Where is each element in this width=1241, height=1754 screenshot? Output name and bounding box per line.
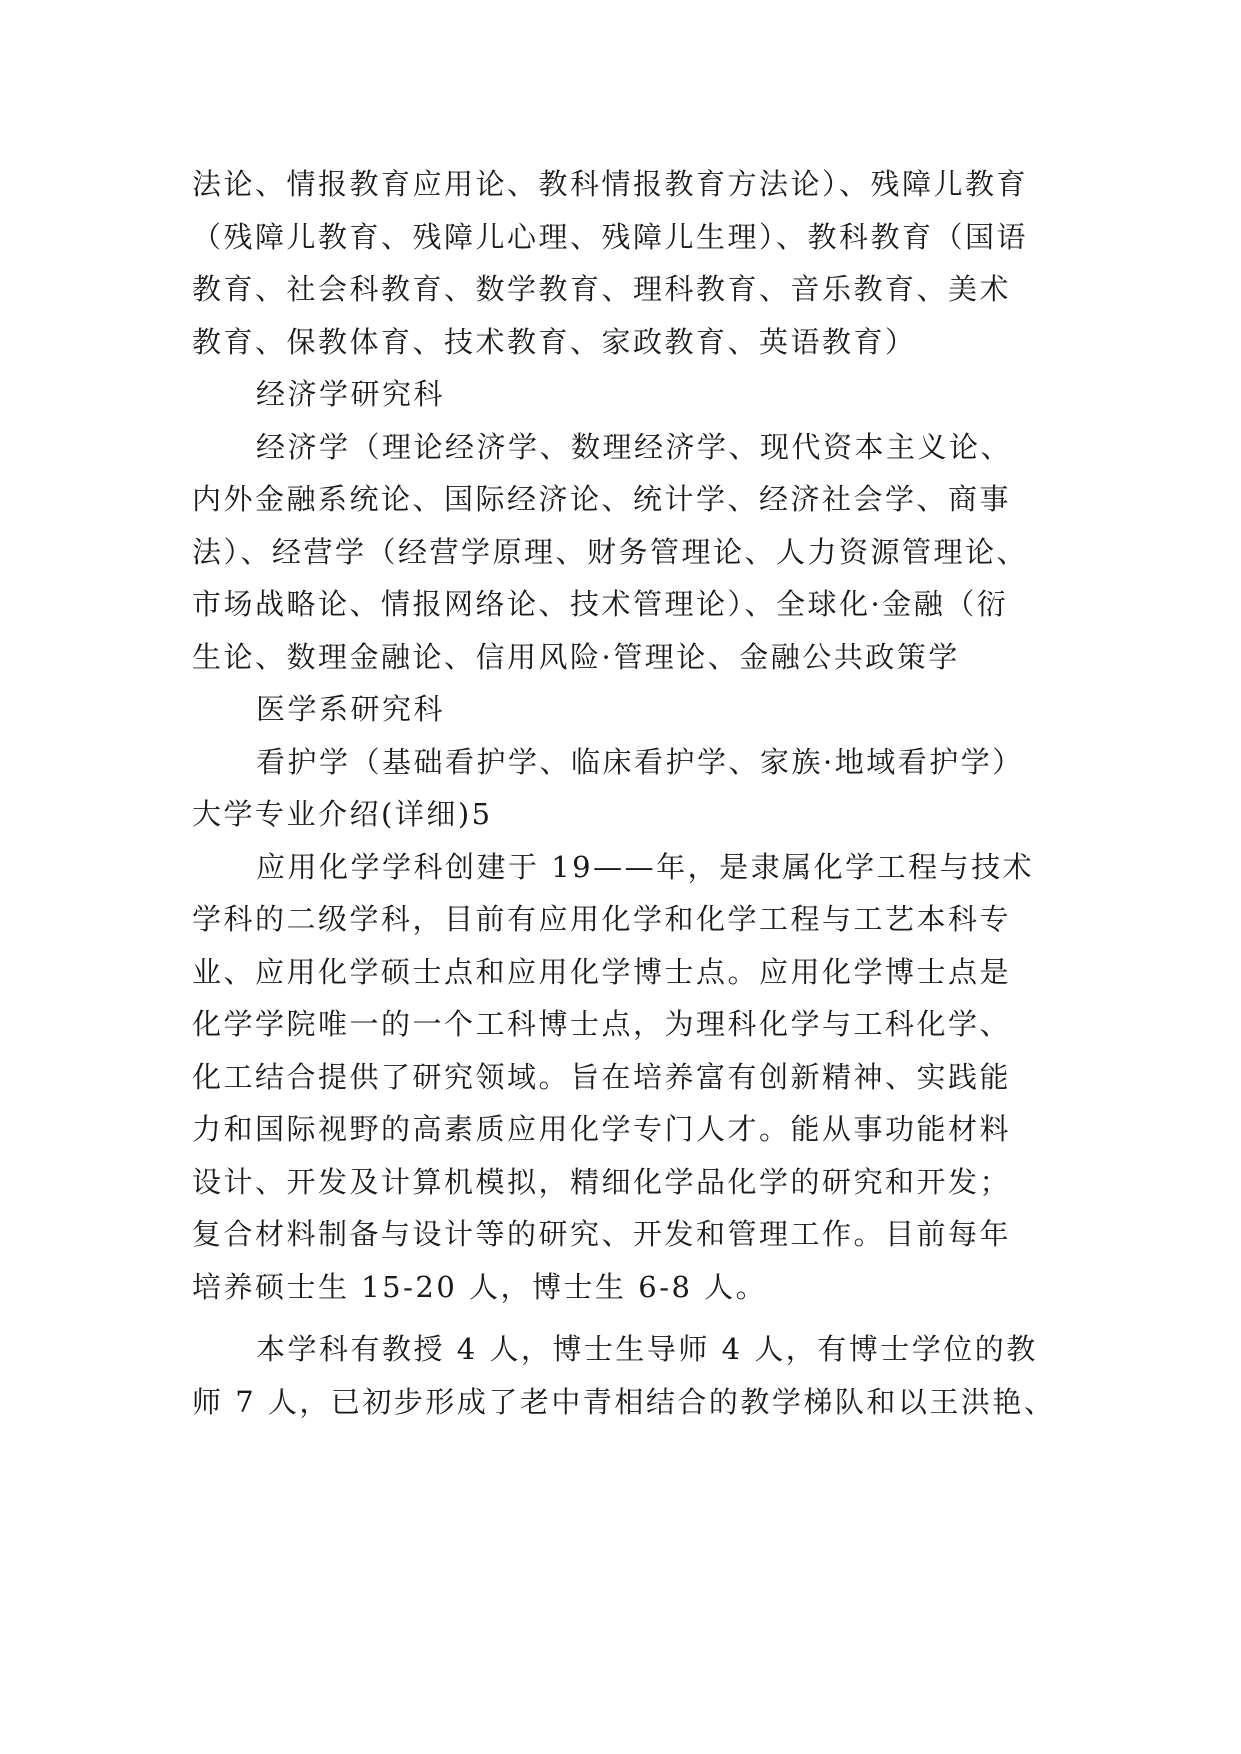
text-line: 设计、开发及计算机模拟，精细化学品化学的研究和开发；: [192, 1164, 1012, 1199]
text-line: 市场战略论、情报网络论、技术管理论）、全球化·金融（衍: [192, 587, 1009, 621]
text-line: 法）、经营学（经营学原理、财务管理论、人力资源管理论、: [192, 534, 1029, 569]
text-line: 复合材料制备与设计等的研究、开发和管理工作。目前每年: [192, 1217, 1012, 1251]
text-line: 本学科有教授 4 人，博士生导师 4 人，有博士学位的教: [256, 1332, 1038, 1366]
text-line: 培养硕士生 15-20 人，博士生 6-8 人。: [192, 1269, 768, 1304]
text-line: 看护学（基础看护学、临床看护学、家族·地域看护学）: [256, 744, 1024, 779]
section-heading-economics: 经济学研究科: [256, 377, 446, 411]
text-line: 应用化学学科创建于 19——年，是隶属化学工程与技术: [256, 849, 1035, 884]
text-line: （残障儿教育、残障儿心理、残障儿生理）、教科教育（国语: [192, 219, 1029, 254]
text-line: 教育、社会科教育、数学教育、理科教育、音乐教育、美术: [192, 272, 1012, 306]
text-line: 经济学（理论经济学、数理经济学、现代资本主义论、: [256, 429, 1013, 464]
text-line: 内外金融系统论、国际经济论、统计学、经济社会学、商事: [192, 482, 1012, 516]
text-line: 化学学院唯一的一个工科博士点，为理科化学与工科化学、: [192, 1007, 1012, 1041]
text-line: 教育、保教体育、技术教育、家政教育、英语教育）: [192, 324, 917, 359]
text-line: 法论、情报教育应用论、教科情报教育方法论）、残障儿教育: [192, 167, 1029, 201]
section-heading-medicine: 医学系研究科: [256, 692, 446, 726]
text-line: 学科的二级学科，目前有应用化学和化学工程与工艺本科专: [192, 902, 1012, 936]
text-line: 业、应用化学硕士点和应用化学博士点。应用化学博士点是: [192, 954, 1012, 989]
text-line: 化工结合提供了研究领域。旨在培养富有创新精神、实践能: [192, 1059, 1012, 1094]
text-line: 力和国际视野的高素质应用化学专门人才。能从事功能材料: [192, 1112, 1012, 1146]
text-line: 师 7 人，已初步形成了老中青相结合的教学梯队和以王洪艳、: [192, 1384, 1056, 1419]
document-body: [192, 158, 1056, 1428]
text-line: 生论、数理金融论、信用风险·管理论、金融公共政策学: [192, 639, 960, 674]
article-title: 大学专业介绍(详细)5: [192, 797, 493, 831]
